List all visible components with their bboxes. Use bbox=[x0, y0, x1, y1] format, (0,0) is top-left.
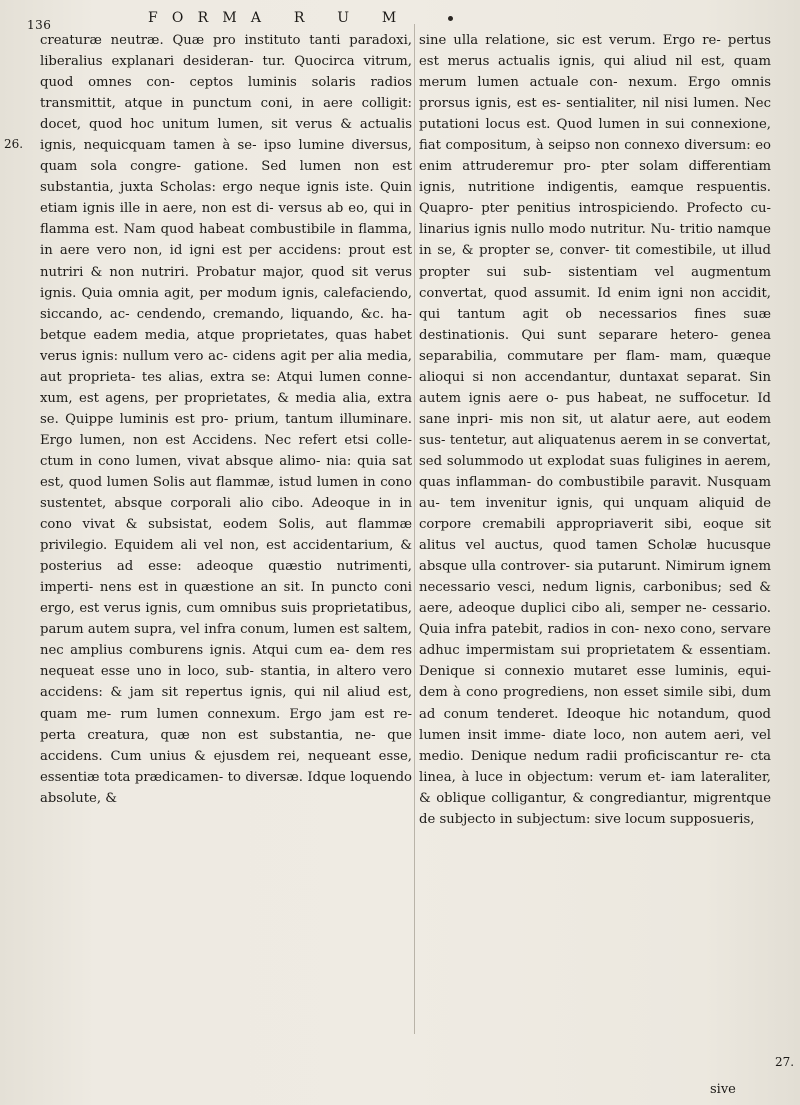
column-divider bbox=[414, 24, 415, 1034]
margin-number-right: 27. bbox=[775, 1055, 795, 1069]
right-column bbox=[419, 30, 771, 830]
left-column-text: creaturæ neutræ. Quæ pro instituto tanti paradoxi, liberalius explanari desideran- tur. Quocirca vitrum, quod omnes con- ceptos luminis solaris radios transmittit, atque in punctum coni, in aere colligit: docet, quod hoc unitum lumen, sit verus & actualis ignis, nequicquam tamen à se- ipso lumine diversus, quam sola congre- gatione. Sed lumen non est substantia, juxta Scholas: ergo neque ignis iste. Quin etiam ignis ille in aere, non est di- versus ab eo, qui in flamma est. Nam quod habeat combustibile in flamma, in aere vero non, id igni est per accidens: prout est nutriri & non nutriri. Probatur major, quod sit verus ignis. Quia omnia agit, per modum ignis, calefaciendo, siccando, ac- cendendo, cremando, liquando, &c. ha- betque eadem media, atque proprietates, quas habet verus ignis: nullum vero ac- cidens agit per alia media, aut proprieta- tes alias, extra se: Atqui lumen conne- xum, est agens, per proprietates, & media alia, extra se. Quippe luminis est pro- prium, tantum illuminare. Ergo lumen, non est Accidens. Nec refert etsi colle- ctum in cono lumen, vivat absque alimo- nia: quia sat est, quod lumen Solis aut flammæ, istud lumen in cono sustentet, absque corporali alio cibo. Adeoque in in cono vivat & subsistat, eodem Solis, aut flammæ privilegio. Equidem ali vel non, est accidentarium, & posterius ad esse: adeoque quæstio nutrimenti, imperti- nens est in quæstione an sit. In puncto coni ergo, est verus ignis, cum omnibus suis proprietatibus, parum autem supra, vel infra conum, lumen est saltem, nec amplius comburens ignis. Atqui cum ea- dem res nequeat esse uno in loco, sub- stantia, in altero vero accidens: & jam sit repertus ignis, qui nil aliud est, quam me- rum lumen connexum. Ergo jam est re- perta creatura, quæ non est substantia, ne- que accidens. Cum unius & ejusdem rei, nequeant esse, essentiæ tota prædicamen- to diversæ. Idque loquendo absolute, & bbox=[40, 33, 412, 806]
ink-spot-icon bbox=[448, 16, 453, 21]
page-header bbox=[0, 6, 800, 30]
running-title: FORMA R U M bbox=[148, 10, 411, 26]
margin-number-left: 26. bbox=[4, 137, 24, 151]
right-column-text: sine ulla relatione, sic est verum. Ergo re- pertus est merus actualis ignis, qui aliud nil est, quam merum lumen actuale con- nexum. Ergo omnis prorsus ignis, est es- sentialiter, nil nisi lumen. Nec putationi locus est. Quod lumen in sui connexione, fiat compositum, à seipso non connexo diversum: eo enim attruderemur pro- pter solam differentiam ignis, nutritione indigentis, eamque respuentis. Quapro- pter penitius introspiciendo. Profecto cu- linarius ignis nullo modo nutritur. Nu- tritio namque in se, & propter se, conver- tit comestibile, ut illud propter sui sub- sistentiam vel augmentum convertat, quod assumit. Id enim igni non accidit, qui tantum agit ob necessarios fines suæ destinationis. Qui sunt separare hetero- genea separabilia, commutare per flam- mam, quæque alioqui si non accendantur, duntaxat separat. Sin autem ignis aere o- pus habeat, ne suffocetur. Id sane inpri- mis non sit, ut alatur aere, aut eodem sus- tentetur, aut aliquatenus aerem in se convertat, sed solummodo ut explodat suas fuligines in aerem, quas inflamman- do combustibile paravit. Nusquam au- tem invenitur ignis, qui unquam aliquid de corpore cremabili appropriaverit sibi, eoque sit alitus vel auctus, quod tamen Scholæ hucusque absque ulla controver- sia putarunt. Nimirum ignem necessario vesci, nedum lignis, carbonibus; sed & aere, adeoque duplici cibo ali, semper ne- cessario. Quia infra patebit, radios in con- nexo cono, servare adhuc impermistam sui proprietatem & essentiam. Denique si connexio mutaret esse luminis, equi- dem à cono progrediens, non esset simile sibi, dum ad conum tenderet. Ideoque hic notandum, quod lumen insit imme- diate loco, non autem aeri, vel medio. Denique nedum radii proficiscantur re- cta linea, à luce in objectum: verum et- iam lateraliter, & oblique colligantur, & congrediantur, migrentque de subjecto in subjectum: sive locum supposueris, bbox=[419, 33, 771, 827]
left-column bbox=[40, 30, 412, 809]
catchword: sive bbox=[710, 1082, 736, 1097]
page-number: 136 bbox=[27, 18, 52, 32]
